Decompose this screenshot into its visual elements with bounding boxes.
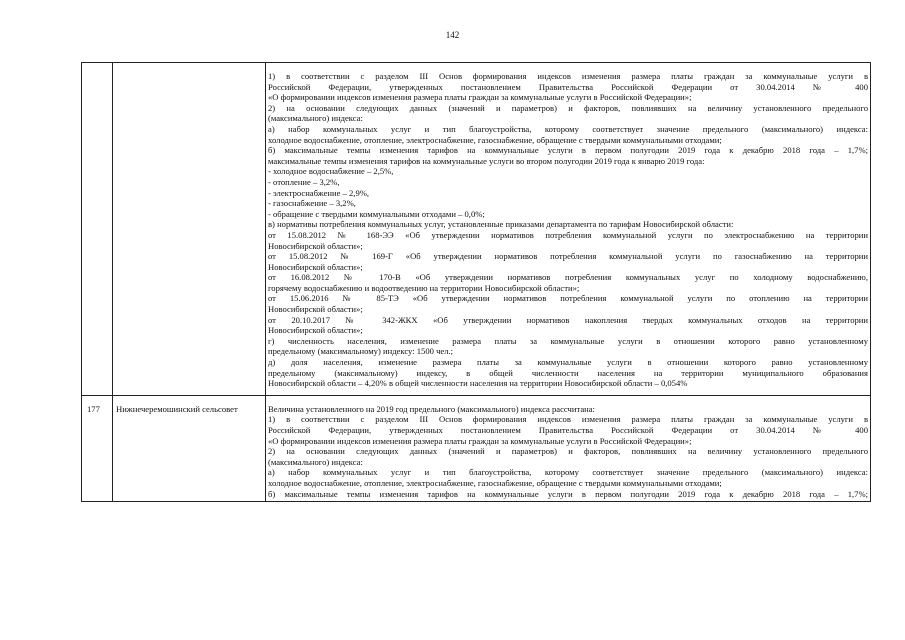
- text-line: предельному (максимальному) индексу, в общей численности населения на территории муниципального образования: [268, 367, 868, 378]
- text-line: г) численность населения, изменение размера платы за коммунальные услуги в отношении которого равно установленному: [268, 335, 868, 346]
- text-line: - электроснабжение – 2,9%,: [268, 187, 370, 198]
- municipality-name-cell: Нижнечеремошинский сельсовет: [113, 395, 266, 501]
- text-line: Новосибирской области»;: [268, 240, 363, 251]
- text-line: б) максимальные темпы изменения тарифов на коммунальные услуги в первом полугодии 2019 года к декабрю 2018 года – 1,7%;: [268, 145, 868, 156]
- text-line: Новосибирской области»;: [268, 325, 363, 336]
- text-line: а) набор коммунальных услуг и тип благоустройства, которому соответствует значение предельного (максимального) индекса:: [268, 467, 868, 478]
- row-number-cell: [82, 63, 113, 396]
- municipality-name-cell: [113, 63, 266, 396]
- text-line: от 16.08.2012 № 170-В «Об утверждении нормативов потребления коммунальных услуг по холодному водоснабжению,: [268, 272, 868, 283]
- text-line: от 20.10.2017 № 342-ЖКХ «Об утверждении нормативов накопления твердых коммунальных отходов на территории: [268, 314, 868, 325]
- text-line: - газоснабжение – 3,2%,: [268, 198, 356, 209]
- text-line: Новосибирской области»;: [268, 261, 363, 272]
- calculation-text-cell: [266, 395, 871, 501]
- text-line: «О формировании индексов изменения размера платы граждан за коммунальные услуги в Российской Федерации»;: [268, 435, 692, 446]
- text-line: в) нормативы потребления коммунальных услуг, установленные приказами департамента по тарифам Новосибирской области:: [268, 219, 734, 230]
- text-line: Новосибирской области – 4,20% в общей численности населения на территории Новосибирской области – 0,054%: [268, 378, 688, 389]
- text-line: 1) в соответствии с разделом III Основ формирования индексов изменения размера платы граждан за коммунальные услуги в: [268, 71, 868, 81]
- page-number: 142: [445, 30, 460, 40]
- text-line: холодное водоснабжение, отопление, электроснабжение, газоснабжение, обращение с твердыми коммунальными отходами;: [268, 477, 722, 488]
- text-line: д) доля населения, изменение размера платы за коммунальные услуги в отношении которого равно установленному: [268, 357, 868, 368]
- text-line: (максимального) индекса:: [268, 113, 363, 124]
- text-line: от 15.08.2012 № 169-Г «Об утверждении нормативов потребления коммунальной услуги по газоснабжению на территории: [268, 251, 868, 262]
- text-line: Величина установленного на 2019 год предельного (максимального) индекса рассчитана:: [268, 403, 595, 414]
- text-line: 1) в соответствии с разделом III Основ формирования индексов изменения размера платы граждан за коммунальные услуги в: [268, 414, 868, 425]
- text-line: - отопление – 3,2%,: [268, 176, 340, 187]
- row-number-cell: 177: [82, 395, 113, 501]
- text-line: от 15.08.2012 № 168-ЭЭ «Об утверждении нормативов потребления коммунальной услуги по электроснабжению на территории: [268, 229, 868, 240]
- text-line: 2) на основании следующих данных (значений и параметров) и факторов, повлиявших на величину установленного предельного: [268, 102, 868, 113]
- text-line: Новосибирской области»;: [268, 304, 363, 315]
- table-row: [82, 395, 871, 501]
- text-line: б) максимальные темпы изменения тарифов на коммунальные услуги в первом полугодии 2019 года к декабрю 2018 года – 1,7%;: [268, 488, 868, 499]
- text-line: «О формировании индексов изменения размера платы граждан за коммунальные услуги в Российской Федерации»;: [268, 92, 692, 103]
- text-line: горячему водоснабжению и водоотведению на территории Новосибирской области»;: [268, 282, 580, 293]
- text-line: предельному (максимальному) индексу: 1500 чел.;: [268, 346, 454, 357]
- text-line: от 15.06.2016 № 85-ТЭ «Об утверждении нормативов потребления коммунальной услуги по отоплению на территории: [268, 293, 868, 304]
- text-line: - холодное водоснабжение – 2,5%,: [268, 166, 394, 177]
- text-line: - обращение с твердыми коммунальными отходами – 0,0%;: [268, 208, 485, 219]
- text-line: Российской Федерации, утвержденных постановлением Правительства Российской Федерации от 30.04.2014 № 400: [268, 81, 868, 92]
- text-line: 2) на основании следующих данных (значений и параметров) и факторов, повлиявших на величину установленного предельного: [268, 446, 868, 457]
- tariff-index-table: [81, 62, 871, 502]
- text-line: максимальные темпы изменения тарифов на коммунальные услуги во втором полугодии 2019 года к январю 2019 года:: [268, 155, 705, 166]
- calculation-text-cell: [266, 63, 871, 396]
- text-line: а) набор коммунальных услуг и тип благоустройства, которому соответствует значение предельного (максимального) индекса:: [268, 123, 868, 134]
- text-line: Российской Федерации, утвержденных постановлением Правительства Российской Федерации от 30.04.2014 № 400: [268, 425, 868, 435]
- text-line: холодное водоснабжение, отопление, электроснабжение, газоснабжение, обращение с твердыми коммунальными отходами;: [268, 134, 722, 145]
- text-line: (максимального) индекса:: [268, 456, 363, 467]
- table-row: [82, 63, 871, 396]
